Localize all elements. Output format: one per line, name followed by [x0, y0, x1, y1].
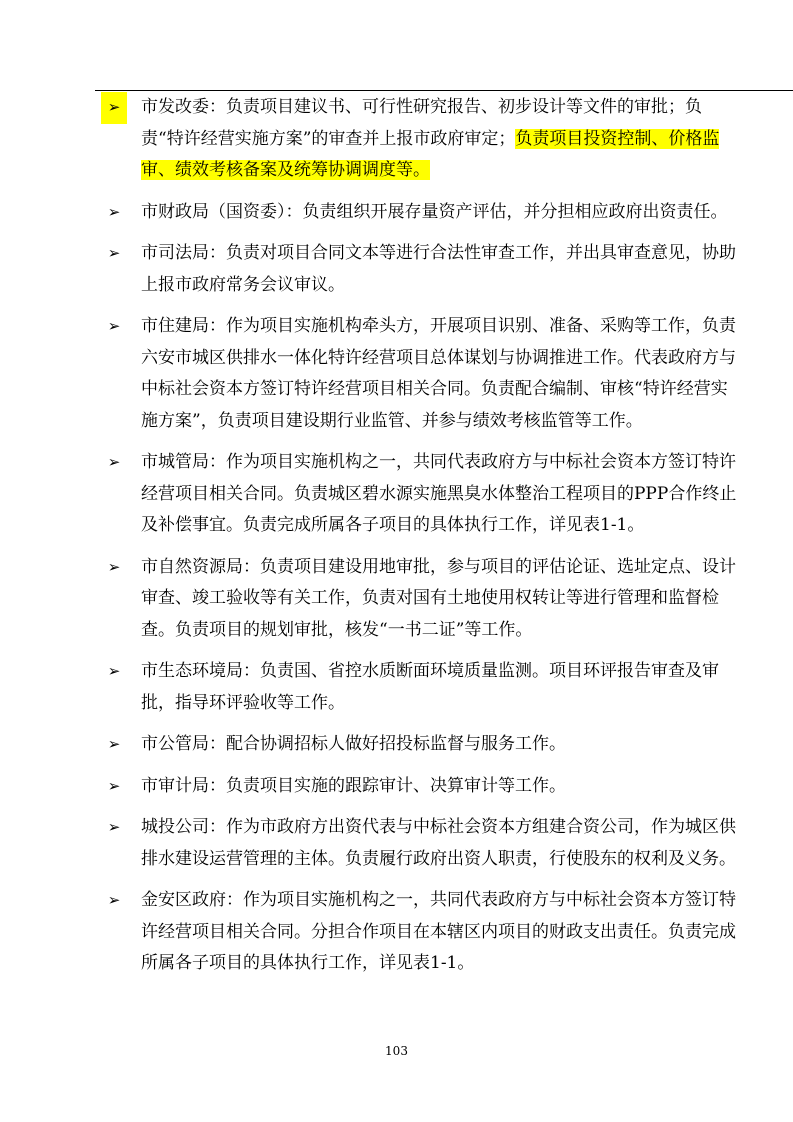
- highlighted-text: 负责项目投资控制、价格监审、绩效考核备案及统筹协调调度等。: [141, 128, 720, 180]
- page-number: 103: [385, 1044, 408, 1058]
- list-item-sifaju: [101, 238, 741, 301]
- arrow-bullet-icon: ➢: [101, 92, 127, 124]
- arrow-bullet-icon: ➢: [107, 317, 121, 335]
- list-item-zhujianju: [101, 311, 741, 437]
- item-text: 市司法局：负责对项目合同文本等进行合法性审查工作，并出具审查意见，协助上报市政府常务会议审议。: [141, 243, 736, 295]
- item-text: 市生态环境局：负责国、省控水质断面环境质量监测。项目环评报告审查及审批，指导环评验收等工作。: [141, 661, 719, 713]
- arrow-bullet-icon: ➢: [107, 202, 121, 221]
- arrow-bullet-icon: ➢: [107, 244, 121, 262]
- item-text: 市审计局：负责项目实施的跟踪审计、决算审计等工作。: [141, 775, 566, 796]
- responsibility-list: [101, 92, 741, 990]
- item-text: 市公管局：配合协调招标人做好招投标监督与服务工作。: [141, 734, 566, 754]
- arrow-bullet-icon: ➢: [107, 662, 121, 680]
- list-item-shenjiju: [101, 771, 741, 803]
- list-item-ziranziyuanju: [101, 552, 741, 647]
- list-item-fagaiwei: [101, 92, 741, 187]
- list-item-shengtaihuanjingju: [101, 656, 741, 719]
- item-text: 市财政局（国资委）：负责组织开展存量资产评估，并分担相应政府出资责任。: [141, 201, 728, 222]
- arrow-bullet-icon: ➢: [107, 818, 121, 836]
- list-item-jinanquzhengfu: [101, 885, 741, 980]
- item-text: 城投公司：作为市政府方出资代表与中标社会资本方组建合资公司，作为城区供排水建设运营管理的主体。负责履行政府出资人职责，行使股东的权利及义务。: [141, 817, 736, 869]
- arrow-bullet-icon: ➢: [107, 557, 121, 576]
- item-text: 市住建局：作为项目实施机构牵头方，开展项目识别、准备、采购等工作，负责六安市城区供排水一体化特许经营项目总体谋划与协调推进工作。代表政府方与中标社会资本方签订特许经营项目相关合同。负责配合编制、审核“特许经营实施方案”，负责项目建设期行业监管、并参与绩效考核监管等工作。: [141, 316, 736, 431]
- item-text: 市城管局：作为项目实施机构之一，共同代表政府方与中标社会资本方签订特许经营项目相关合同。负责城区碧水源实施黑臭水体整治工程项目的PPP合作终止及补偿事宜。负责完成所属各子项目的具体执行工作，详见表1-1。: [141, 452, 737, 535]
- list-item-chengguanju: [101, 447, 741, 542]
- header-rule: [95, 90, 793, 91]
- arrow-bullet-icon: ➢: [107, 776, 121, 795]
- list-item-chengtougongsi: [101, 812, 741, 875]
- item-text: 金安区政府：作为项目实施机构之一，共同代表政府方与中标社会资本方签订特许经营项目相关合同。分担合作项目在本辖区内项目的财政支出责任。负责完成所属各子项目的具体执行工作，详见表1-1。: [141, 890, 736, 973]
- arrow-bullet-icon: ➢: [107, 735, 121, 753]
- arrow-bullet-icon: ➢: [107, 891, 121, 909]
- item-text: 市发改委：负责项目建议书、可行性研究报告、初步设计等文件的审批；负责“特许经营实施方案”的审查并上报市政府审定；: [141, 97, 702, 149]
- list-item-gongguanju: [101, 729, 741, 761]
- list-item-caizhengju: [101, 197, 741, 229]
- arrow-bullet-icon: ➢: [107, 453, 121, 471]
- item-text: 市自然资源局：负责项目建设用地审批，参与项目的评估论证、选址定点、设计审查、竣工验收等有关工作，负责对国有土地使用权转让等进行管理和监督检查。负责项目的规划审批，核发“一书二证”等工作。: [141, 556, 736, 640]
